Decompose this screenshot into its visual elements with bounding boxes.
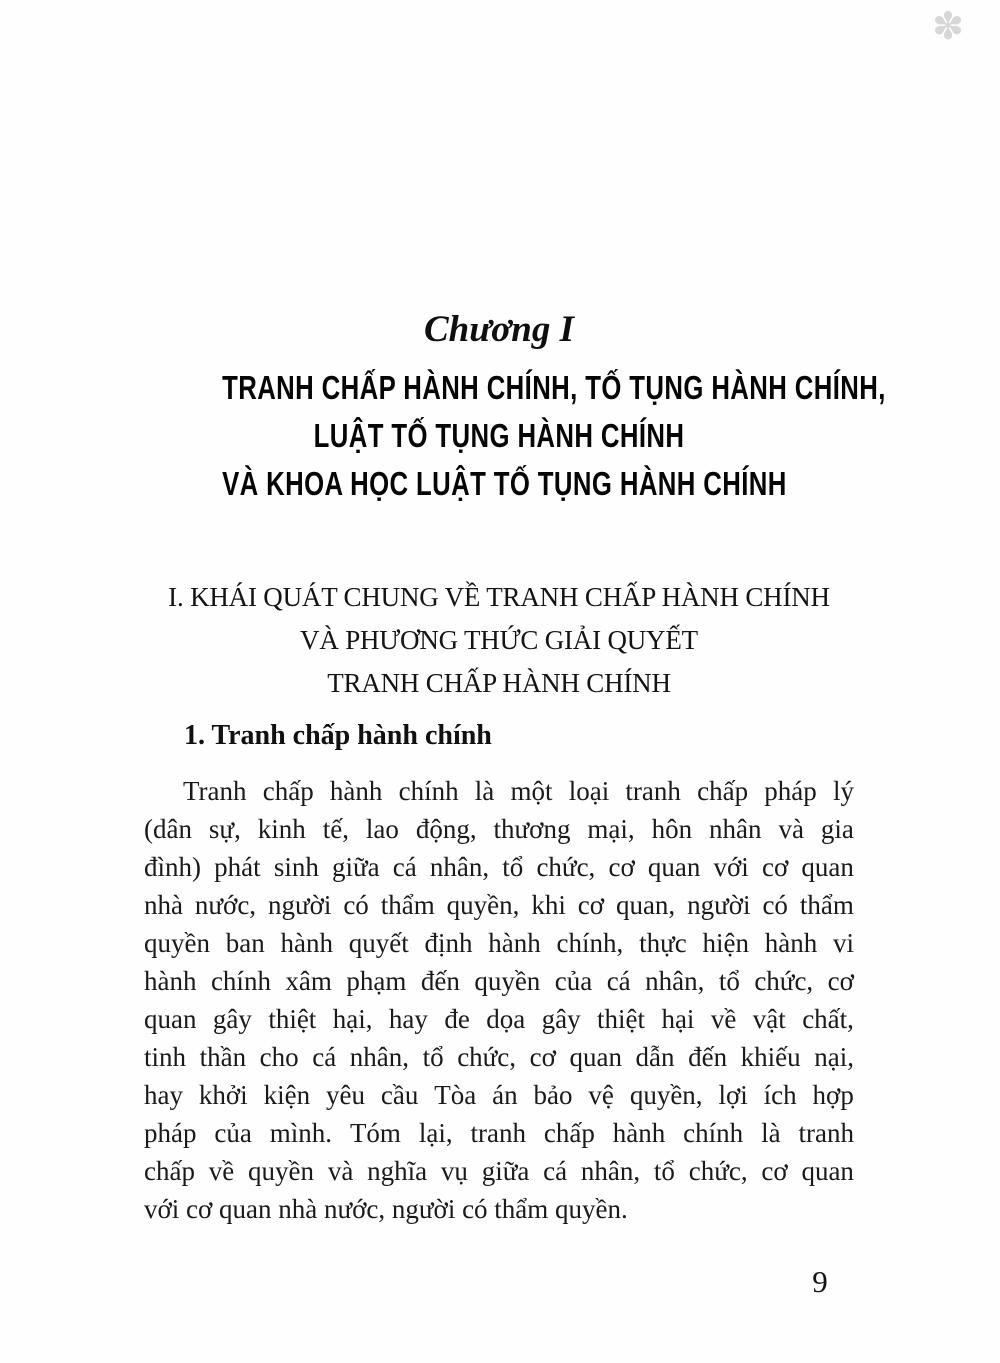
paragraph-line: đình) phát sinh giữa cá nhân, tổ chức, cơ quan với cơ quan [144,852,854,882]
paragraph-line: nhà nước, người có thẩm quyền, khi cơ quan, người có thẩm [144,890,854,920]
chapter-title-line: VÀ KHOA HỌC LUẬT TỐ TỤNG HÀNH CHÍNH [222,465,787,502]
paragraph-line: (dân sự, kinh tế, lao động, thương mại, hôn nhân và gia [144,814,854,844]
chapter-title-line: LUẬT TỐ TỤNG HÀNH CHÍNH [313,417,685,454]
paragraph-line: quan gây thiệt hại, hay đe dọa gây thiệt hại về vật chất, [144,1004,854,1034]
flower-ornament-icon: ✽ [932,4,964,48]
chapter-title [144,364,886,508]
section-heading [144,576,854,705]
paragraph-line: chấp về quyền và nghĩa vụ giữa cá nhân, tổ chức, cơ quan [144,1156,854,1186]
body-paragraph [144,772,854,1228]
paragraph-line: pháp của mình. Tóm lại, tranh chấp hành chính là tranh [144,1118,854,1148]
section-heading-line: VÀ PHƯƠNG THỨC GIẢI QUYẾT [300,625,698,655]
page-number: 9 [812,1264,828,1299]
chapter-label: Chương I [423,309,574,350]
paragraph-line: tinh thần cho cá nhân, tổ chức, cơ quan dẫn đến khiếu nại, [144,1042,854,1072]
section-heading-line: TRANH CHẤP HÀNH CHÍNH [327,668,671,698]
paragraph-line: hành chính xâm phạm đến quyền của cá nhân, tổ chức, cơ [144,966,854,996]
subsection-heading: 1. Tranh chấp hành chính [184,720,492,751]
chapter-title-line: TRANH CHẤP HÀNH CHÍNH, TỐ TỤNG HÀNH CHÍNH, [222,369,886,406]
paragraph-line: quyền ban hành quyết định hành chính, thực hiện hành vi [144,928,854,958]
section-heading-line: I. KHÁI QUÁT CHUNG VỀ TRANH CHẤP HÀNH CHÍNH [168,582,830,612]
paragraph-line: với cơ quan nhà nước, người có thẩm quyền. [144,1194,628,1224]
paragraph-line: Tranh chấp hành chính là một loại tranh chấp pháp lý [183,776,854,806]
paragraph-line: hay khởi kiện yêu cầu Tòa án bảo vệ quyền, lợi ích hợp [144,1080,854,1110]
